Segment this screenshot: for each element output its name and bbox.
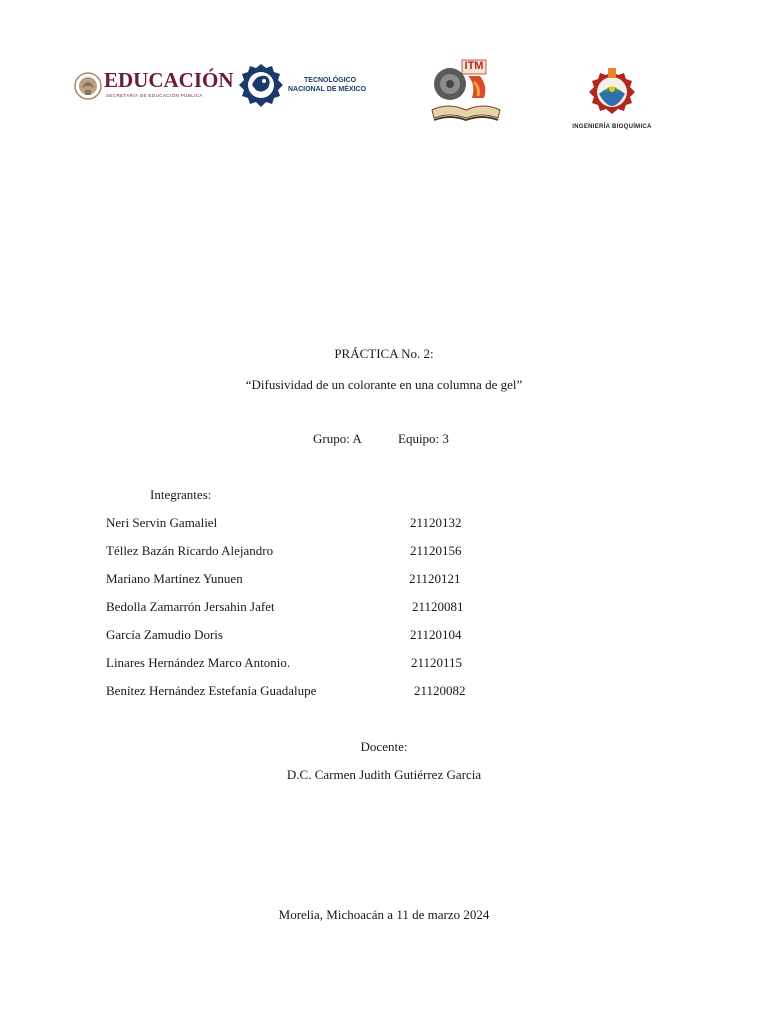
member-name: Bedolla Zamarrón Jersahin Jafet (106, 599, 275, 614)
practice-number: PRÁCTICA No. 2: (334, 346, 434, 361)
member-name: Linares Hernández Marco Antonio. (106, 655, 291, 670)
itm-logo (428, 54, 504, 128)
member-name: Téllez Bazán Ricardo Alejandro (106, 543, 274, 558)
group-label: Grupo: A (313, 431, 362, 446)
tecnm-line2: NACIONAL DE MÉXICO (288, 86, 367, 93)
member-id: 21120082 (414, 683, 466, 698)
ibq-caption: INGENIERÍA BIOQUÍMICA (572, 124, 652, 130)
sep-subtitle: SECRETARÍA DE EDUCACIÓN PÚBLICA (106, 93, 203, 98)
sep-logo (74, 64, 234, 108)
member-id: 21120156 (410, 543, 462, 558)
member-id: 21120115 (411, 655, 463, 670)
member-name: García Zamudio Doris (106, 627, 223, 642)
ibq-logo (566, 62, 658, 134)
itm-initials: ITM (464, 60, 484, 72)
practice-subject: “Difusividad de un colorante en una columna de gel” (245, 377, 523, 392)
tecnm-wordmark (288, 76, 366, 94)
place-date: Morelia, Michoacán a 11 de marzo 2024 (278, 907, 490, 922)
member-id: 21120081 (412, 599, 464, 614)
teacher-name: D.C. Carmen Judith Gutiérrez Garcia (286, 767, 482, 782)
teacher-label: Docente: (360, 739, 408, 754)
member-name: Mariano Martínez Yunuen (106, 571, 243, 586)
member-id: 21120132 (410, 515, 462, 530)
sep-wordmark: EDUCACIÓN (104, 68, 234, 92)
tecnm-line1: TECNOLÓGICO (304, 77, 357, 84)
members-heading: Integrantes: (150, 487, 212, 502)
member-name: Benítez Hernández Estefanía Guadalupe (106, 683, 317, 698)
member-id: 21120121 (409, 571, 461, 586)
eagle-seal-icon (74, 66, 102, 106)
tecnm-gear-icon (238, 56, 284, 116)
member-id: 21120104 (410, 627, 462, 642)
tecnm-logo (238, 56, 368, 116)
team-label: Equipo: 3 (398, 431, 449, 446)
member-name: Neri Servin Gamaliel (106, 515, 218, 530)
ibq-flask-icon (566, 62, 658, 122)
